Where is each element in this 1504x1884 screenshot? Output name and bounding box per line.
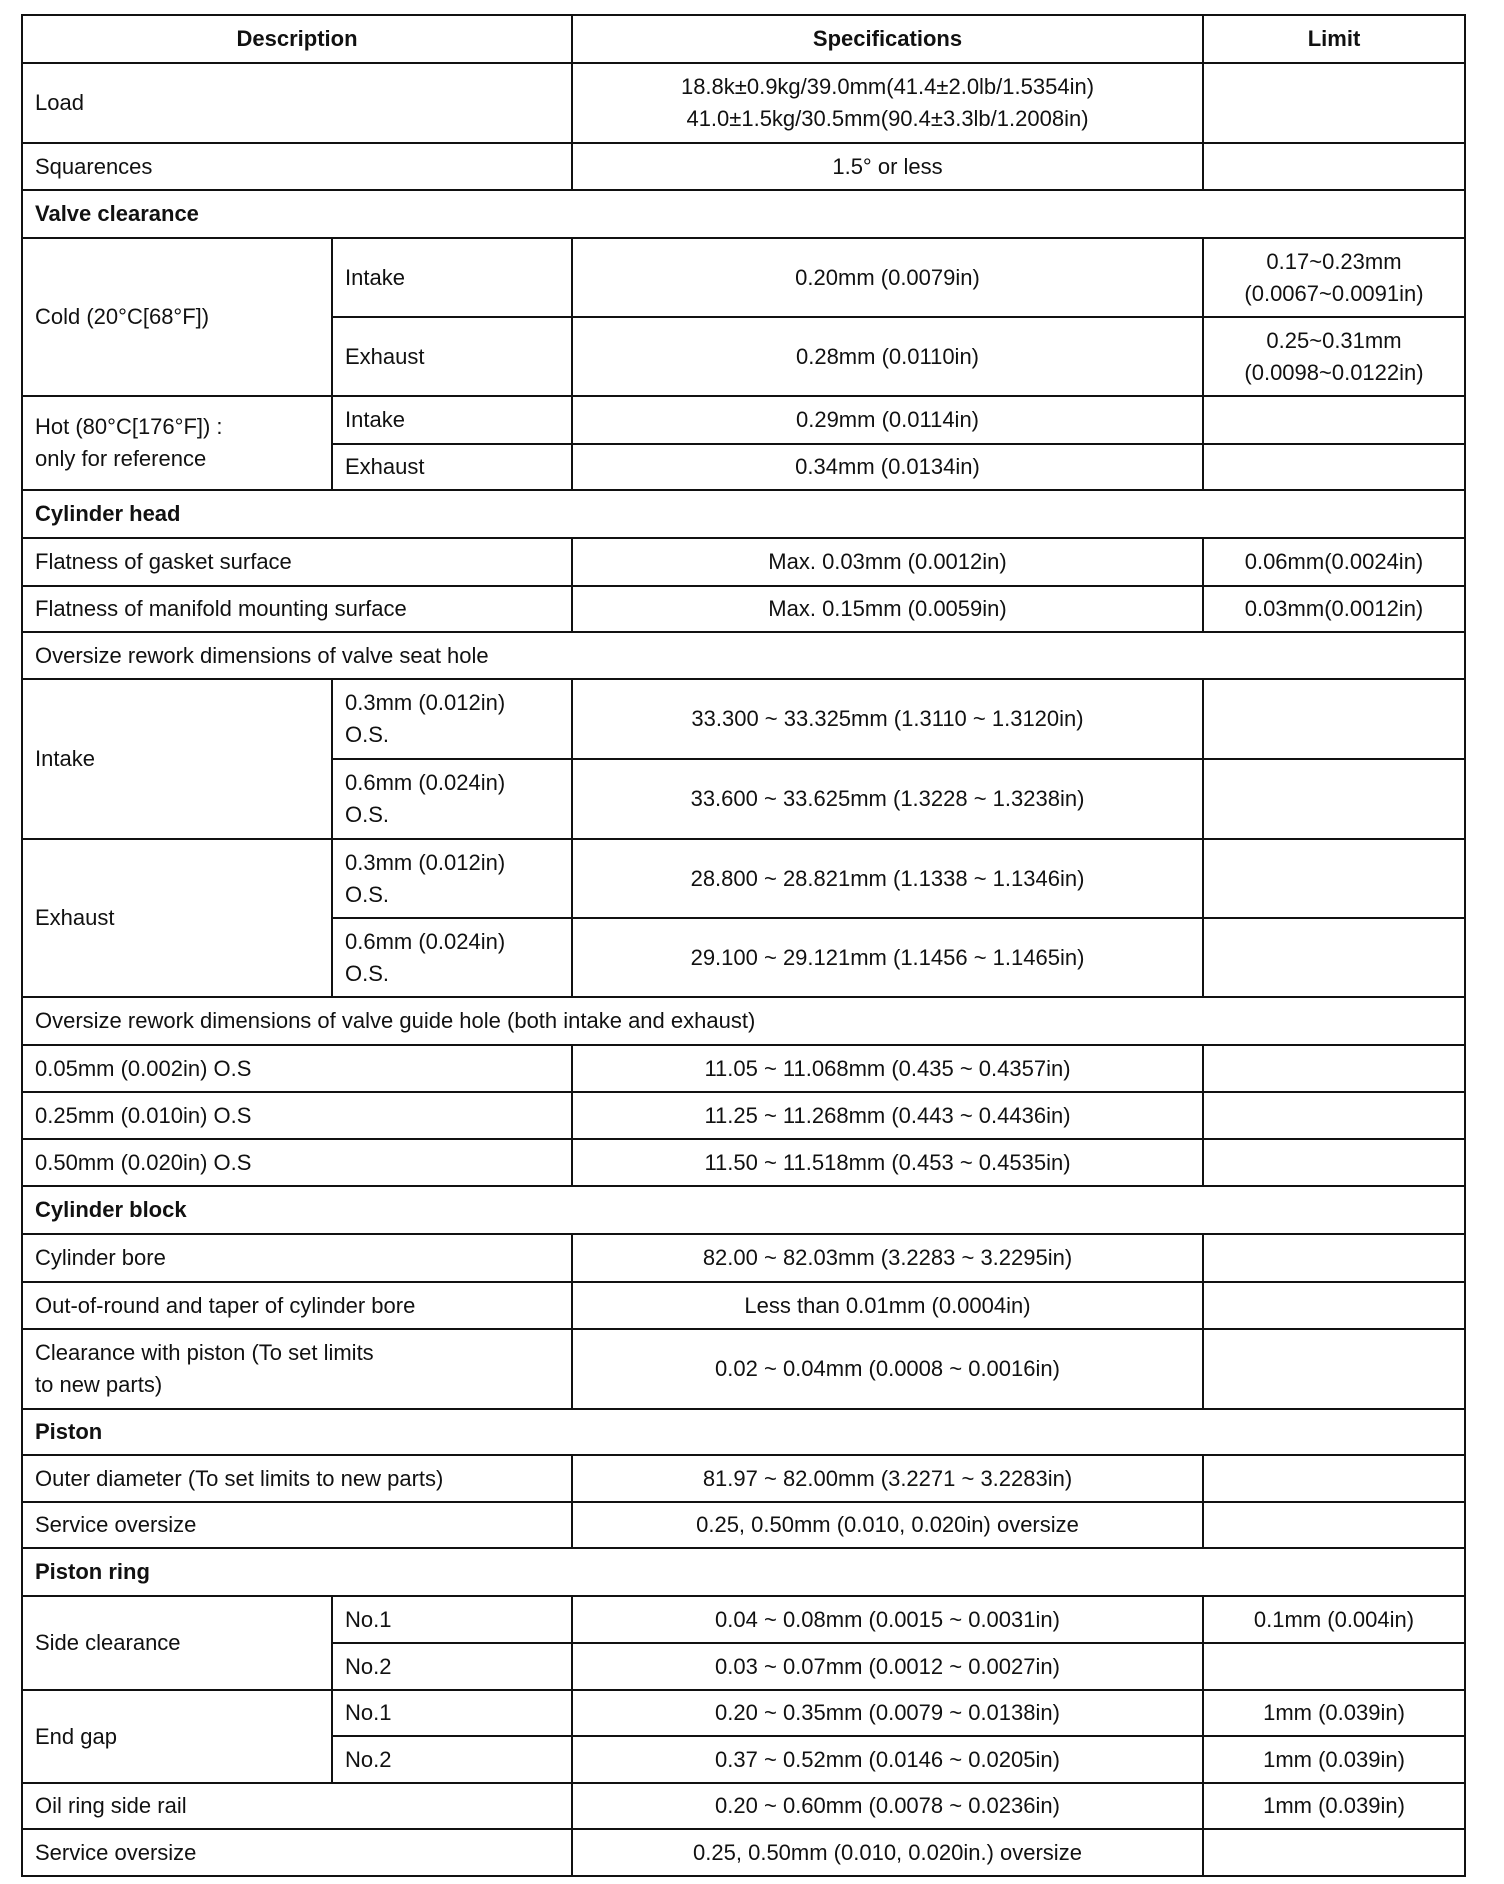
spec-cell: 82.00 ~ 82.03mm (3.2283 ~ 3.2295in) xyxy=(572,1234,1203,1282)
label-line: Clearance with piston (To set limits xyxy=(35,1340,374,1365)
sub-label: No.1 xyxy=(332,1690,572,1736)
os-line: 0.3mm (0.012in) xyxy=(345,849,506,875)
header-specifications: Specifications xyxy=(572,15,1203,63)
limit-cell xyxy=(1203,238,1465,317)
row-label: 0.25mm (0.010in) O.S xyxy=(22,1092,572,1139)
subsection-title: Oversize rework dimensions of valve seat hole xyxy=(22,632,1465,679)
spec-cell: Max. 0.03mm (0.0012in) xyxy=(572,538,1203,586)
sub-label xyxy=(332,679,572,759)
limit-cell xyxy=(1203,1643,1465,1690)
hot-label-line: only for reference xyxy=(35,446,207,471)
table-row xyxy=(22,396,1465,444)
sub-label: Intake xyxy=(332,396,572,444)
table-row xyxy=(22,1690,1465,1736)
os-line: 0.3mm (0.012in) xyxy=(345,690,506,715)
spec-cell: 0.04 ~ 0.08mm (0.0015 ~ 0.0031in) xyxy=(572,1596,1203,1643)
limit-cell: 1mm (0.039in) xyxy=(1203,1690,1465,1736)
spec-cell: 81.97 ~ 82.00mm (3.2271 ~ 3.2283in) xyxy=(572,1455,1203,1502)
limit-cell xyxy=(1203,1139,1465,1186)
sub-label xyxy=(332,839,572,918)
limit-cell: 1mm (0.039in) xyxy=(1203,1736,1465,1783)
spec-cell: 0.20mm (0.0079in) xyxy=(572,238,1203,317)
table-row xyxy=(22,1329,1465,1409)
section-row xyxy=(22,1186,1465,1234)
limit-cell xyxy=(1203,444,1465,490)
table-row xyxy=(22,679,1465,759)
limit-cell xyxy=(1203,1455,1465,1502)
limit-cell xyxy=(1203,839,1465,918)
os-line: 0.6mm (0.024in) xyxy=(345,770,506,795)
limit-cell: 0.06mm(0.0024in) xyxy=(1203,538,1465,586)
table-row xyxy=(22,1783,1465,1829)
sub-label: Exhaust xyxy=(332,444,572,490)
header-description: Description xyxy=(22,15,572,63)
load-label: Load xyxy=(22,63,572,143)
limit-cell xyxy=(1203,143,1465,190)
subsection-title: Oversize rework dimensions of valve guide hole (both intake and exhaust) xyxy=(22,997,1465,1045)
spec-cell: 0.03 ~ 0.07mm (0.0012 ~ 0.0027in) xyxy=(572,1643,1203,1690)
limit-cell: 0.03mm(0.0012in) xyxy=(1203,586,1465,632)
header-limit: Limit xyxy=(1203,15,1465,63)
section-title: Valve clearance xyxy=(22,190,1465,238)
hot-label-line: Hot (80°C[176°F]) : xyxy=(35,414,223,439)
section-title: Cylinder head xyxy=(22,490,1465,538)
limit-cell xyxy=(1203,1282,1465,1329)
spec-cell: 11.05 ~ 11.068mm (0.435 ~ 0.4357in) xyxy=(572,1045,1203,1092)
limit-cell xyxy=(1203,1045,1465,1092)
spec-cell: 11.25 ~ 11.268mm (0.443 ~ 0.4436in) xyxy=(572,1092,1203,1139)
subsection-row xyxy=(22,632,1465,679)
load-spec xyxy=(572,63,1203,143)
sub-label: Intake xyxy=(332,238,572,317)
spec-cell: 29.100 ~ 29.121mm (1.1456 ~ 1.1465in) xyxy=(572,918,1203,997)
row-label: Oil ring side rail xyxy=(22,1783,572,1829)
section-row xyxy=(22,1548,1465,1596)
limit-cell xyxy=(1203,759,1465,839)
sub-label xyxy=(332,918,572,997)
row-label: Service oversize xyxy=(22,1502,572,1548)
sub-label: No.2 xyxy=(332,1736,572,1783)
spec-cell: 0.20 ~ 0.60mm (0.0078 ~ 0.0236in) xyxy=(572,1783,1203,1829)
table-row xyxy=(22,1829,1465,1876)
limit-cell xyxy=(1203,1092,1465,1139)
row-label: Outer diameter (To set limits to new parts) xyxy=(22,1455,572,1502)
table-row xyxy=(22,839,1465,918)
spec-cell: 0.34mm (0.0134in) xyxy=(572,444,1203,490)
row-label: 0.50mm (0.020in) O.S xyxy=(22,1139,572,1186)
limit-cell xyxy=(1203,1234,1465,1282)
limit-cell: 1mm (0.039in) xyxy=(1203,1783,1465,1829)
table-row xyxy=(22,1234,1465,1282)
limit-cell xyxy=(1203,679,1465,759)
row-label: Intake xyxy=(22,679,332,839)
spec-cell: 33.300 ~ 33.325mm (1.3110 ~ 1.3120in) xyxy=(572,679,1203,759)
os-line: O.S. xyxy=(345,722,390,747)
limit-cell xyxy=(1203,63,1465,143)
row-label: End gap xyxy=(22,1690,332,1783)
header-row xyxy=(22,15,1465,63)
load-spec-line: 41.0±1.5kg/30.5mm(90.4±3.3lb/1.2008in) xyxy=(686,106,1089,131)
table-row xyxy=(22,1045,1465,1092)
squareness-spec: 1.5° or less xyxy=(572,143,1203,190)
table-row xyxy=(22,1139,1465,1186)
row-label: 0.05mm (0.002in) O.S xyxy=(22,1045,572,1092)
row-label: Cylinder bore xyxy=(22,1234,572,1282)
label-line: to new parts) xyxy=(35,1372,163,1397)
subsection-row xyxy=(22,997,1465,1045)
os-line: O.S. xyxy=(345,960,390,986)
squareness-label: Squarences xyxy=(22,143,572,190)
sub-label: No.1 xyxy=(332,1596,572,1643)
spec-cell: 33.600 ~ 33.625mm (1.3228 ~ 1.3238in) xyxy=(572,759,1203,839)
spec-cell: Max. 0.15mm (0.0059in) xyxy=(572,586,1203,632)
spec-cell: 11.50 ~ 11.518mm (0.453 ~ 0.4535in) xyxy=(572,1139,1203,1186)
spec-cell: 0.29mm (0.0114in) xyxy=(572,396,1203,444)
sub-label: Exhaust xyxy=(332,317,572,396)
table-row xyxy=(22,238,1465,317)
row-label: Side clearance xyxy=(22,1596,332,1690)
table-row xyxy=(22,586,1465,632)
spec-cell: 0.02 ~ 0.04mm (0.0008 ~ 0.0016in) xyxy=(572,1329,1203,1409)
spec-cell: 0.28mm (0.0110in) xyxy=(572,317,1203,396)
limit-line: (0.0067~0.0091in) xyxy=(1244,280,1424,306)
hot-label xyxy=(22,396,332,490)
table-row xyxy=(22,1455,1465,1502)
section-row xyxy=(22,1409,1465,1455)
sub-label xyxy=(332,759,572,839)
table-row xyxy=(22,143,1465,190)
os-line: O.S. xyxy=(345,802,390,827)
table-row xyxy=(22,1092,1465,1139)
row-label: Out-of-round and taper of cylinder bore xyxy=(22,1282,572,1329)
limit-cell xyxy=(1203,1329,1465,1409)
spec-cell: 0.25, 0.50mm (0.010, 0.020in.) oversize xyxy=(572,1829,1203,1876)
spec-cell: 0.20 ~ 0.35mm (0.0079 ~ 0.0138in) xyxy=(572,1690,1203,1736)
limit-cell xyxy=(1203,396,1465,444)
section-row xyxy=(22,190,1465,238)
table-row xyxy=(22,1502,1465,1548)
os-line: O.S. xyxy=(345,881,390,907)
row-label: Service oversize xyxy=(22,1829,572,1876)
table-row xyxy=(22,1282,1465,1329)
limit-cell xyxy=(1203,918,1465,997)
limit-cell xyxy=(1203,317,1465,396)
load-spec-line: 18.8k±0.9kg/39.0mm(41.4±2.0lb/1.5354in) xyxy=(680,74,1095,99)
spec-cell: Less than 0.01mm (0.0004in) xyxy=(572,1282,1203,1329)
sub-label: No.2 xyxy=(332,1643,572,1690)
section-row xyxy=(22,490,1465,538)
spec-cell: 0.25, 0.50mm (0.010, 0.020in) oversize xyxy=(572,1502,1203,1548)
table-row xyxy=(22,63,1465,143)
limit-cell xyxy=(1203,1829,1465,1876)
row-label: Exhaust xyxy=(22,839,332,997)
limit-line: (0.0098~0.0122in) xyxy=(1244,359,1424,385)
cold-label: Cold (20°C[68°F]) xyxy=(22,238,332,396)
limit-cell xyxy=(1203,1502,1465,1548)
table-row xyxy=(22,1596,1465,1643)
section-title: Piston xyxy=(22,1409,1465,1455)
table-row xyxy=(22,538,1465,586)
row-label xyxy=(22,1329,572,1409)
specifications-table xyxy=(21,14,1466,1877)
spec-cell: 28.800 ~ 28.821mm (1.1338 ~ 1.1346in) xyxy=(572,839,1203,918)
os-line: 0.6mm (0.024in) xyxy=(345,928,506,954)
row-label: Flatness of gasket surface xyxy=(22,538,572,586)
section-title: Piston ring xyxy=(22,1548,1465,1596)
limit-line: 0.17~0.23mm xyxy=(1266,248,1402,274)
row-label: Flatness of manifold mounting surface xyxy=(22,586,572,632)
limit-line: 0.25~0.31mm xyxy=(1266,327,1402,353)
limit-cell: 0.1mm (0.004in) xyxy=(1203,1596,1465,1643)
spec-cell: 0.37 ~ 0.52mm (0.0146 ~ 0.0205in) xyxy=(572,1736,1203,1783)
section-title: Cylinder block xyxy=(22,1186,1465,1234)
